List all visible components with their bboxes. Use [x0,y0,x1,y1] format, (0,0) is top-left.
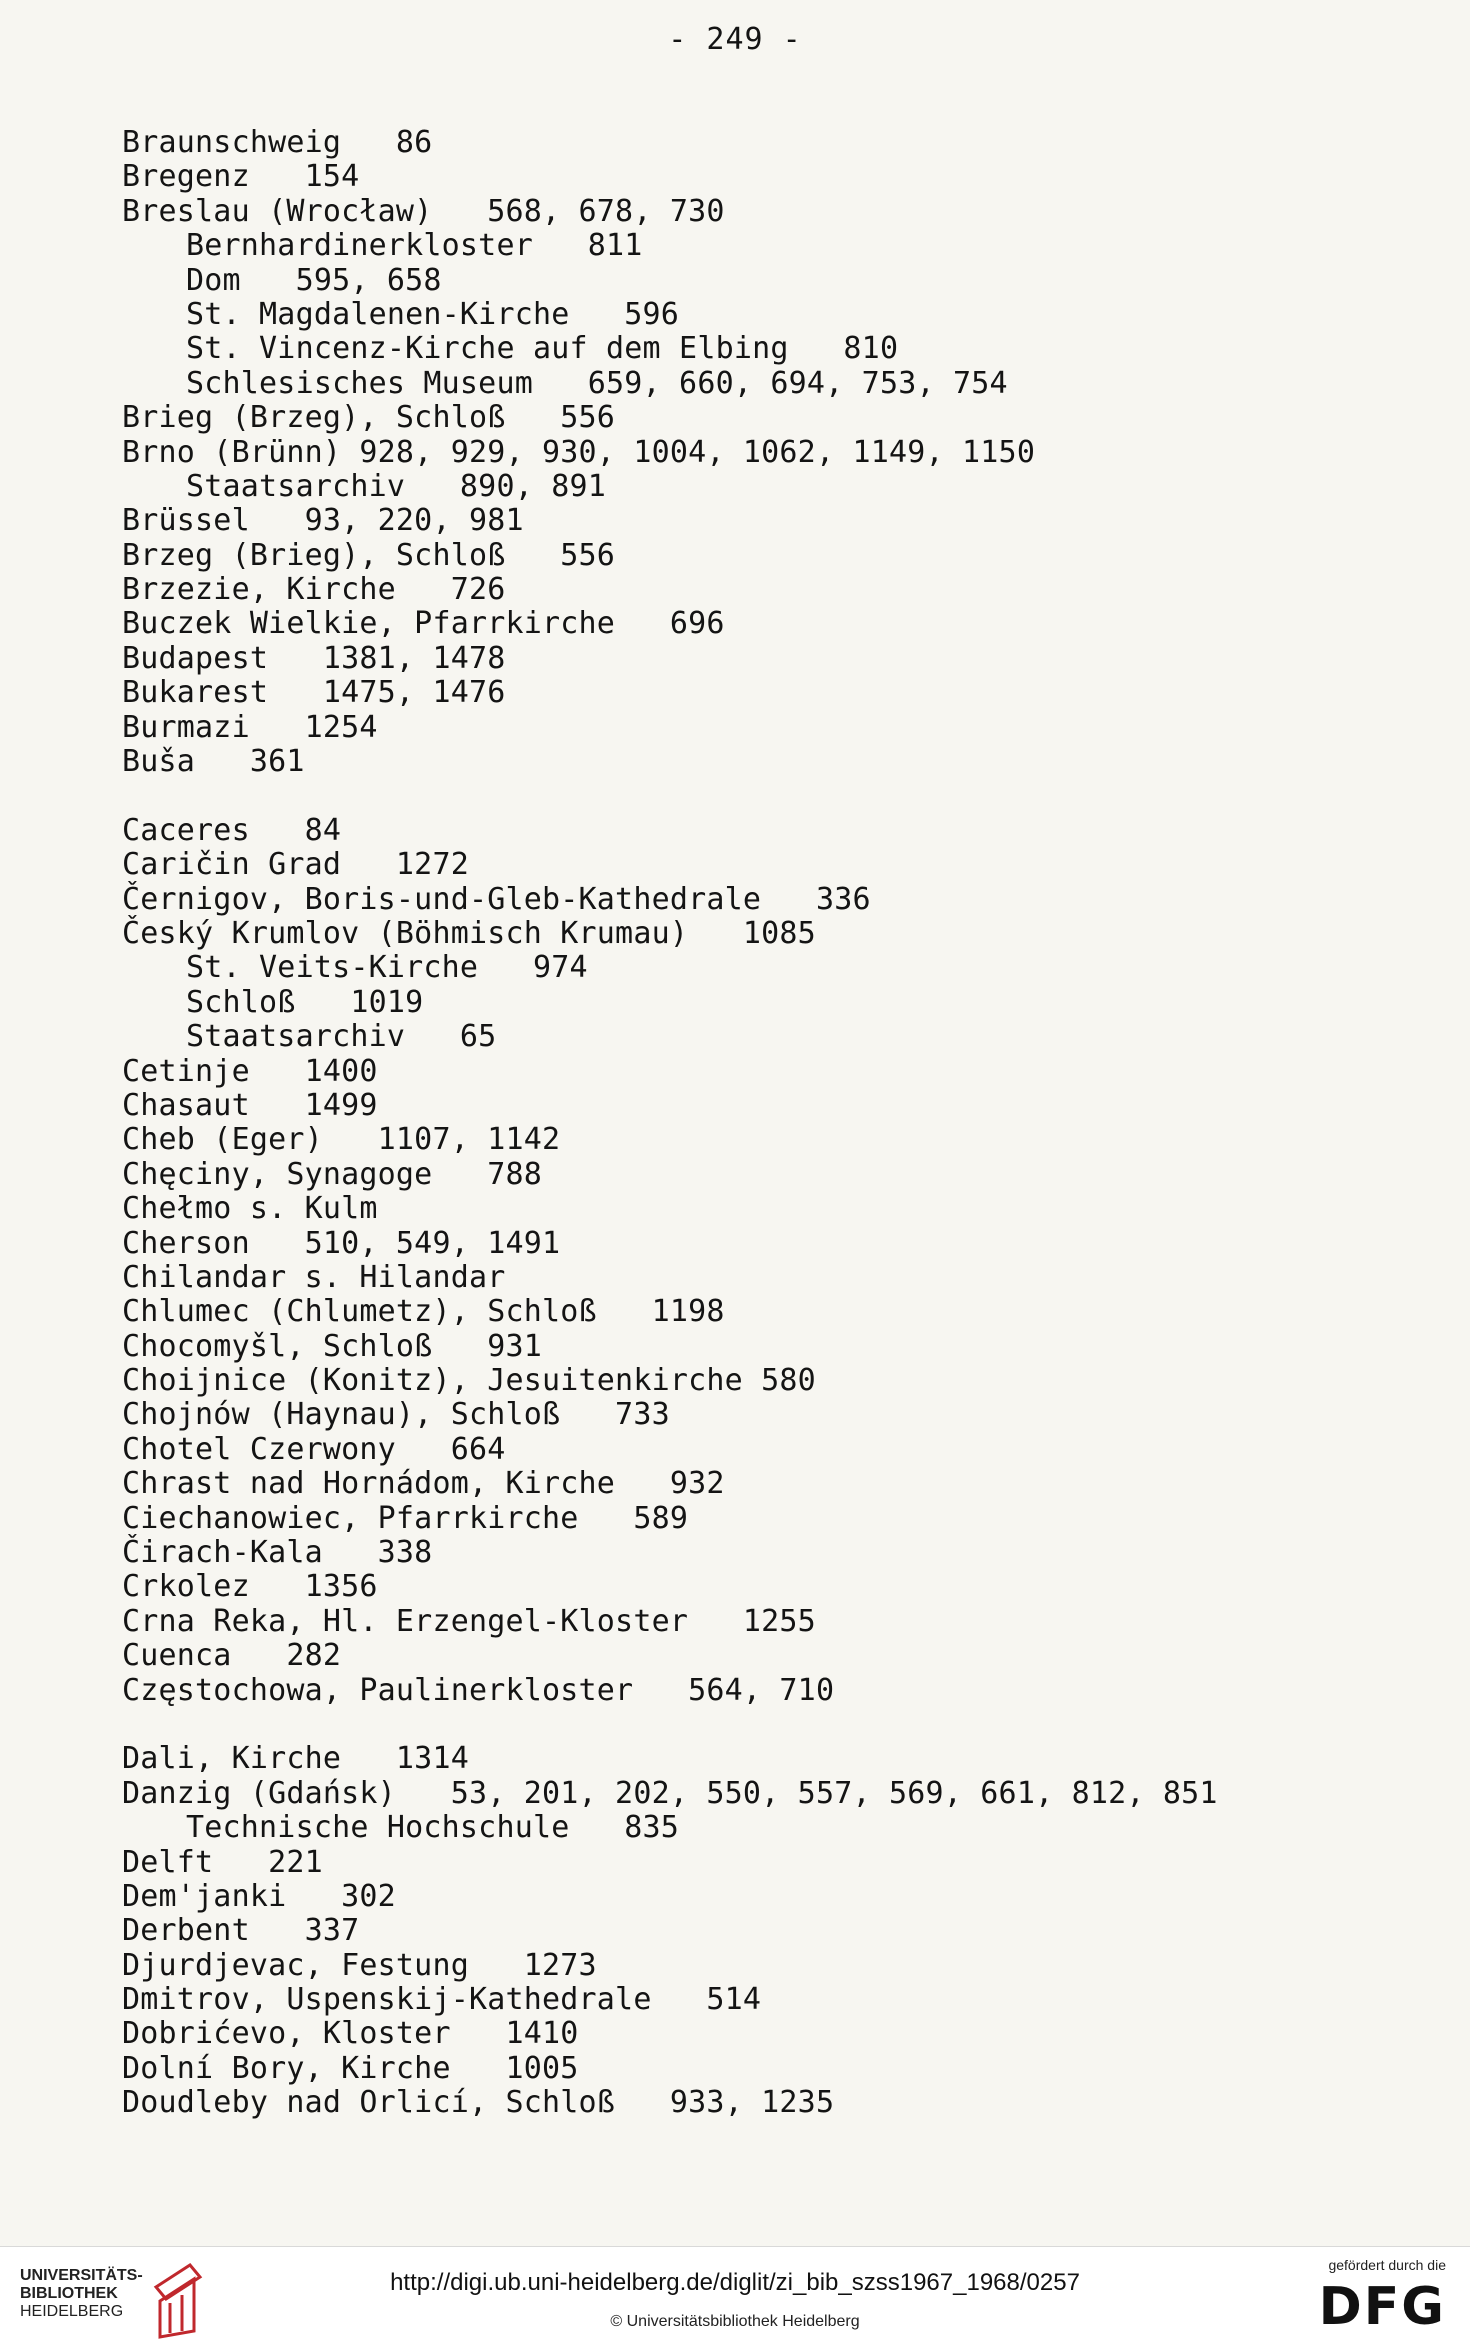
index-entry: Crna Reka, Hl. Erzengel-Kloster 1255 [122,1603,816,1639]
index-entry: Dmitrov, Uspenskij-Kathedrale 514 [122,1982,762,2018]
index-entry: Čirach-Kala 338 [122,1535,433,1571]
index-entry: Chocomyšl, Schloß 931 [122,1328,543,1364]
index-entry: Chrast nad Hornádom, Kirche 932 [122,1466,725,1502]
index-entry: Brzezie, Kirche 726 [122,572,506,608]
index-entry: Crkolez 1356 [122,1569,378,1605]
index-entry: Dem'janki 302 [122,1878,396,1914]
index-entry: Buczek Wielkie, Pfarrkirche 696 [122,606,725,642]
index-entry: Dali, Kirche 1314 [122,1741,469,1777]
index-entry: Bukarest 1475, 1476 [122,675,506,711]
index-entry: Brno (Brünn) 928, 929, 930, 1004, 1062, 1149, 1150 [122,434,1036,470]
index-entry: Cuenca 282 [122,1638,342,1674]
index-subentry: Schloß 1019 [186,984,424,1020]
library-city: HEIDELBERG [20,2303,124,2320]
section-gap [122,1708,1452,1742]
copyright-notice: © Universitätsbibliothek Heidelberg [610,2313,860,2330]
index-entry: Budapest 1381, 1478 [122,640,506,676]
index-entry: Brüssel 93, 220, 981 [122,503,524,539]
index-entry: Chotel Czerwony 664 [122,1431,506,1467]
funder-credit: gefördert durch die [1328,2257,1446,2273]
index-entry: Djurdjevac, Festung 1273 [122,1947,597,1983]
index-entry: Cherson 510, 549, 1491 [122,1225,561,1261]
index-entry: Chlumec (Chlumetz), Schloß 1198 [122,1294,725,1330]
index-entry: Chilandar s. Hilandar [122,1259,506,1295]
footer-bar [0,2246,1470,2349]
library-name: UNIVERSITÄTS- [20,2267,143,2284]
index-subentry: Schlesisches Museum 659, 660, 694, 753, 754 [186,365,1008,401]
index-entry: Caceres 84 [122,812,342,848]
index-entry: Cetinje 1400 [122,1053,378,1089]
index-entry: Choijnice (Konitz), Jesuitenkirche 580 [122,1363,816,1399]
index-entry: Chełmo s. Kulm [122,1191,378,1227]
index-entry: Braunschweig 86 [122,125,433,160]
page-number: - 249 - [668,22,802,57]
library-name-2: BIBLIOTHEK [20,2285,118,2302]
index-entry: Częstochowa, Paulinerkloster 564, 710 [122,1672,835,1708]
index-entry: Breslau (Wrocław) 568, 678, 730 [122,193,725,229]
index-entry: Burmazi 1254 [122,709,378,745]
index-entry: Buša 361 [122,744,305,780]
index-subentry: Staatsarchiv 65 [186,1019,497,1055]
index-entry: Ciechanowiec, Pfarrkirche 589 [122,1500,689,1536]
index-entry: Dobrićevo, Kloster 1410 [122,2016,579,2052]
index-subentry: St. Magdalenen-Kirche 596 [186,296,680,332]
index-entry: Chojnów (Haynau), Schloß 733 [122,1397,670,1433]
index-entry: Brieg (Brzeg), Schloß 556 [122,400,616,436]
index-entry: Český Krumlov (Böhmisch Krumau) 1085 [122,915,816,951]
index-entry: Chęciny, Synagoge 788 [122,1156,543,1192]
dfg-logo: DFG [1318,2277,1446,2337]
index-entry: Cheb (Eger) 1107, 1142 [122,1122,561,1158]
index-entry: Dolní Bory, Kirche 1005 [122,2050,579,2086]
index-entry: Caričin Grad 1272 [122,847,469,883]
index-entry: Brzeg (Brieg), Schloß 556 [122,537,616,573]
index-entry: Černigov, Boris-und-Gleb-Kathedrale 336 [122,881,871,917]
index-entry: Delft 221 [122,1844,323,1880]
index-entry: Chasaut 1499 [122,1087,378,1123]
index-entry: Danzig (Gdańsk) 53, 201, 202, 550, 557, 569, 661, 812, 851 [122,1775,1218,1811]
index-entry: Derbent 337 [122,1913,360,1949]
section-gap [122,779,1452,813]
index-subentry: Technische Hochschule 835 [186,1810,680,1846]
index-subentry: St. Veits-Kirche 974 [186,950,588,986]
index-subentry: St. Vincenz-Kirche auf dem Elbing 810 [186,331,899,367]
source-url-link[interactable]: http://digi.ub.uni-heidelberg.de/diglit/zi_bib_szss1967_1968/0257 [390,2269,1080,2296]
index-list [122,126,1452,2121]
index-subentry: Staatsarchiv 890, 891 [186,468,607,504]
index-entry: Bregenz 154 [122,159,360,195]
index-subentry: Dom 595, 658 [186,262,442,298]
index-entry: Doudleby nad Orlicí, Schloß 933, 1235 [122,2085,835,2121]
index-subentry: Bernhardinerkloster 811 [186,228,643,264]
